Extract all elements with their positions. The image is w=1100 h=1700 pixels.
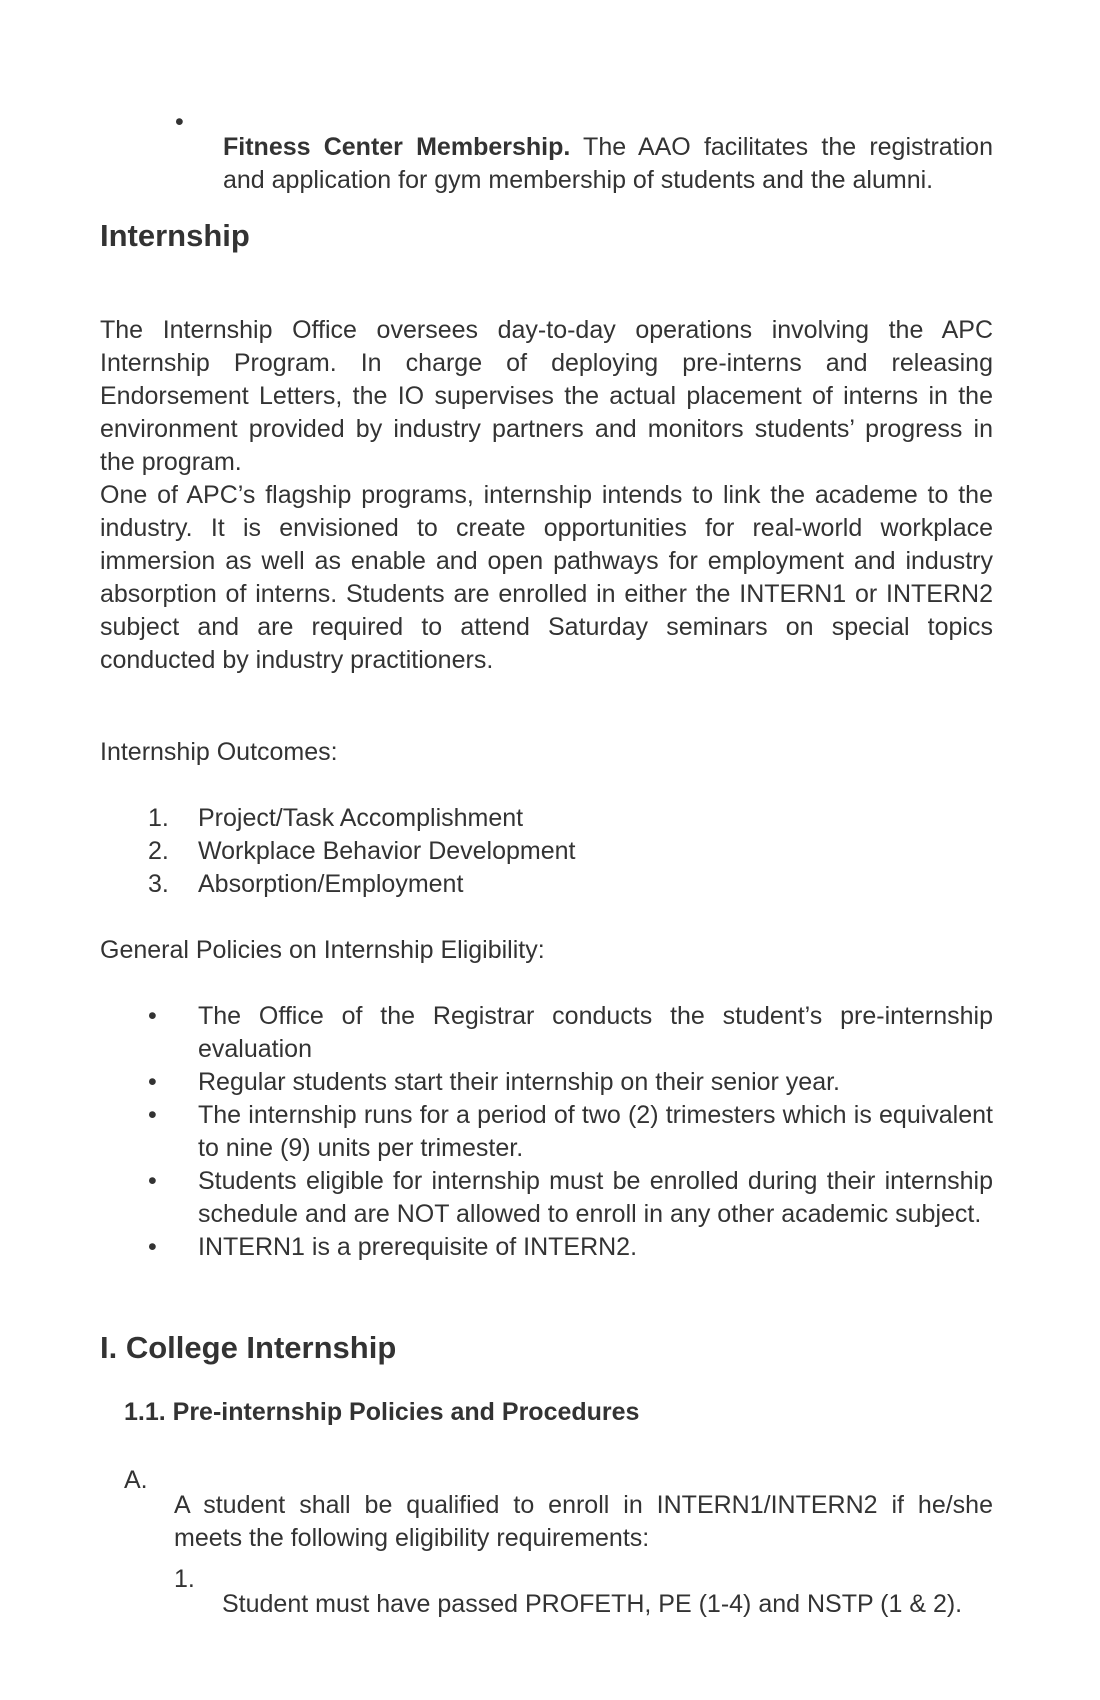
bullet-mark: • [148,1002,157,1030]
internship-heading: Internship [100,218,250,253]
policies-label: General Policies on Internship Eligibility: [100,936,545,964]
fitness-description: The AAO facilitates the registration and application for gym membership of students and the alumni. [223,133,993,194]
list-text: The Office of the Registrar conducts the student’s pre-internship evaluation [198,1002,993,1063]
outcomes-label: Internship Outcomes: [100,738,338,766]
pre-internship-subheading: 1.1. Pre-internship Policies and Procedures [124,1398,640,1426]
requirement-1 [174,1563,993,1646]
requirement-1-number: 1. [174,1565,195,1593]
list-item [148,802,993,835]
list-number: 2. [148,837,169,865]
requirement-1-text: Student must have passed PROFETH, PE (1-4) and NSTP (1 & 2). [222,1590,963,1618]
internship-paragraph-1: The Internship Office oversees day-to-day operations involving the APC Internship Program. In charge of deploying pre-interns and releasing Endorsement Letters, the IO supervises the actual placement of interns in the environment provided by industry partners and monitors students’ progress in the program. [100,316,993,476]
item-a-mark: A. [124,1466,148,1494]
policies-list [148,1000,993,1264]
list-item [148,868,993,901]
bullet-mark: • [148,1068,157,1096]
list-text: INTERN1 is a prerequisite of INTERN2. [198,1233,638,1261]
list-text: Students eligible for internship must be enrolled during their internship schedule and are NOT allowed to enroll in any other academic subject. [198,1167,993,1228]
list-number: 3. [148,870,169,898]
outcomes-list [148,802,993,901]
list-text: Workplace Behavior Development [198,837,576,865]
list-text: The internship runs for a period of two (2) trimesters which is equivalent to nine (9) units per trimester. [198,1101,993,1162]
list-item [148,1000,993,1066]
list-item [148,1165,993,1231]
fitness-bullet-item [175,106,993,222]
item-a-text: A student shall be qualified to enroll in INTERN1/INTERN2 if he/she meets the following eligibility requirements: [174,1491,993,1552]
list-text: Project/Task Accomplishment [198,804,524,832]
internship-paragraph-2: One of APC’s flagship programs, internship intends to link the academe to the industry. It is envisioned to create opportunities for real-world workplace immersion as well as enable and open pathways for employment and industry absorption of interns. Students are enrolled in either the INTERN1 or INTERN2 subject and are required to attend Saturday seminars on special topics conducted by industry practitioners. [100,481,993,674]
list-item [148,1231,993,1264]
list-item [148,1066,993,1099]
bullet-mark: • [148,1233,157,1261]
bullet-mark: • [175,108,184,136]
list-number: 1. [148,804,169,832]
list-item [148,1099,993,1165]
bullet-mark: • [148,1167,157,1195]
internship-intro [100,314,993,677]
bullet-mark: • [148,1101,157,1129]
college-internship-heading: I. College Internship [100,1330,397,1365]
fitness-title: Fitness Center Membership. [223,133,571,161]
list-text: Regular students start their internship on their senior year. [198,1068,841,1096]
fitness-text [223,131,993,197]
list-text: Absorption/Employment [198,870,464,898]
list-item [148,835,993,868]
